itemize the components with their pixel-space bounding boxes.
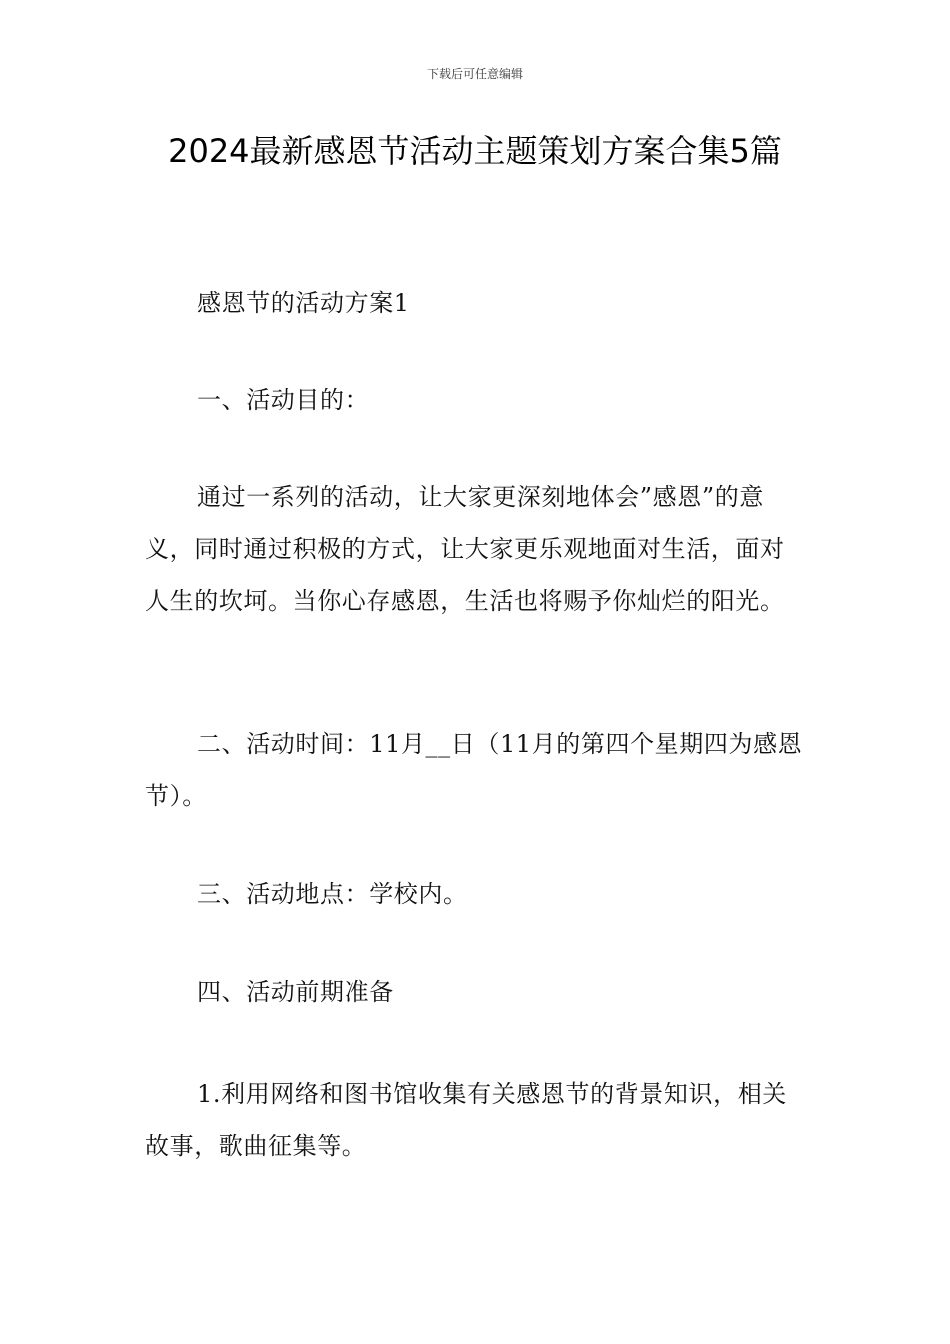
section-heading-purpose: 一、活动目的：	[197, 386, 370, 414]
paragraph-preparation-item-1: 1.利用网络和图书馆收集有关感恩节的背景知识，相关故事，歌曲征集等。	[145, 1080, 787, 1160]
section-heading-preparation: 四、活动前期准备	[197, 978, 394, 1006]
paragraph-activity-time: 二、活动时间：11月__日（11月的第四个星期四为感恩节）。	[145, 730, 803, 810]
paragraph-activity-location: 三、活动地点：学校内。	[197, 880, 468, 908]
header-note: 下载后可任意编辑	[426, 67, 523, 81]
section-heading-plan-1: 感恩节的活动方案1	[197, 289, 410, 317]
paragraph-purpose-body: 通过一系列的活动，让大家更深刻地体会”感恩”的意义，同时通过积极的方式，让大家更乐观地面对生活，面对人生的坎坷。当你心存感恩，生活也将赐予你灿烂的阳光。	[145, 483, 785, 615]
document-title: 2024最新感恩节活动主题策划方案合集5篇	[168, 132, 782, 170]
